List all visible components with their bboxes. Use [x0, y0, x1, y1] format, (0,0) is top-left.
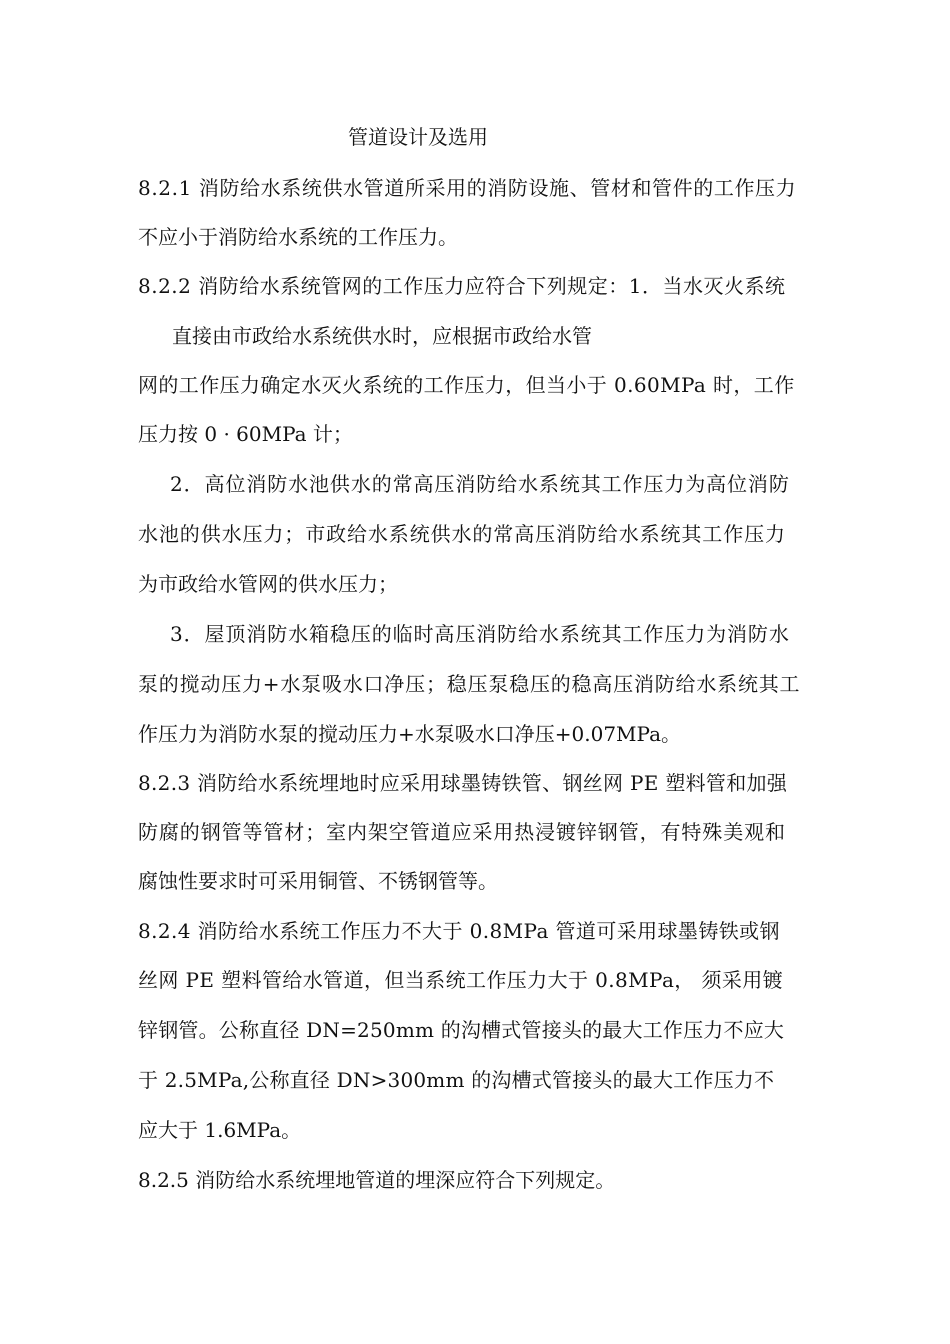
- text-line-8-2-4-b: 丝网 PE 塑料管给水管道，但当系统工作压力大于 0.8MPa， 须采用镀: [138, 968, 784, 992]
- text-line-8-2-4-e: 应大于 1.6MPa。: [138, 1118, 302, 1142]
- page-title: 管道设计及选用: [348, 125, 488, 149]
- text-line-8-2-3-b: 防腐的钢管等管材；室内架空管道应采用热浸镀锌钢管，有特殊美观和: [138, 820, 786, 844]
- text-line-8-2-1-b: 不应小于消防给水系统的工作压力。: [138, 225, 458, 249]
- text-line-8-2-2-b: 直接由市政给水系统供水时，应根据市政给水管: [172, 324, 592, 348]
- text-line-item-2-a: 2．高位消防水池供水的常高压消防给水系统其工作压力为高位消防: [170, 472, 790, 496]
- text-line-item-3-c: 作压力为消防水泵的搅动压力+水泵吸水口净压+0.07MPa。: [138, 722, 682, 746]
- text-line-item-3-b: 泵的搅动压力+水泵吸水口净压；稳压泵稳压的稳高压消防给水系统其工: [138, 672, 801, 696]
- text-line-8-2-3-c: 腐蚀性要求时可采用铜管、不锈钢管等。: [138, 869, 498, 893]
- text-line-8-2-5: 8.2.5 消防给水系统埋地管道的埋深应符合下列规定。: [138, 1168, 616, 1192]
- text-line-8-2-4-a: 8.2.4 消防给水系统工作压力不大于 0.8MPa 管道可采用球墨铸铁或钢: [138, 919, 780, 943]
- text-line-8-2-2-d: 压力按 0 · 60MPa 计；: [138, 422, 353, 446]
- text-line-item-2-c: 为市政给水管网的供水压力；: [138, 572, 398, 596]
- text-line-item-2-b: 水池的供水压力；市政给水系统供水的常高压消防给水系统其工作压力: [138, 522, 786, 546]
- text-line-8-2-4-c: 锌钢管。公称直径 DN=250mm 的沟槽式管接头的最大工作压力不应大: [138, 1018, 785, 1042]
- text-line-8-2-2-c: 网的工作压力确定水灭火系统的工作压力，但当小于 0.60MPa 时，工作: [138, 373, 795, 397]
- text-line-8-2-4-d: 于 2.5MPa,公称直径 DN>300mm 的沟槽式管接头的最大工作压力不: [138, 1068, 775, 1092]
- text-line-8-2-3-a: 8.2.3 消防给水系统埋地时应采用球墨铸铁管、钢丝网 PE 塑料管和加强: [138, 771, 788, 795]
- text-line-item-3-a: 3．屋顶消防水箱稳压的临时高压消防给水系统其工作压力为消防水: [170, 622, 790, 646]
- text-line-8-2-2-a: 8.2.2 消防给水系统管网的工作压力应符合下列规定：1．当水灭火系统: [138, 274, 786, 298]
- text-line-8-2-1-a: 8.2.1 消防给水系统供水管道所采用的消防设施、管材和管件的工作压力: [138, 176, 797, 200]
